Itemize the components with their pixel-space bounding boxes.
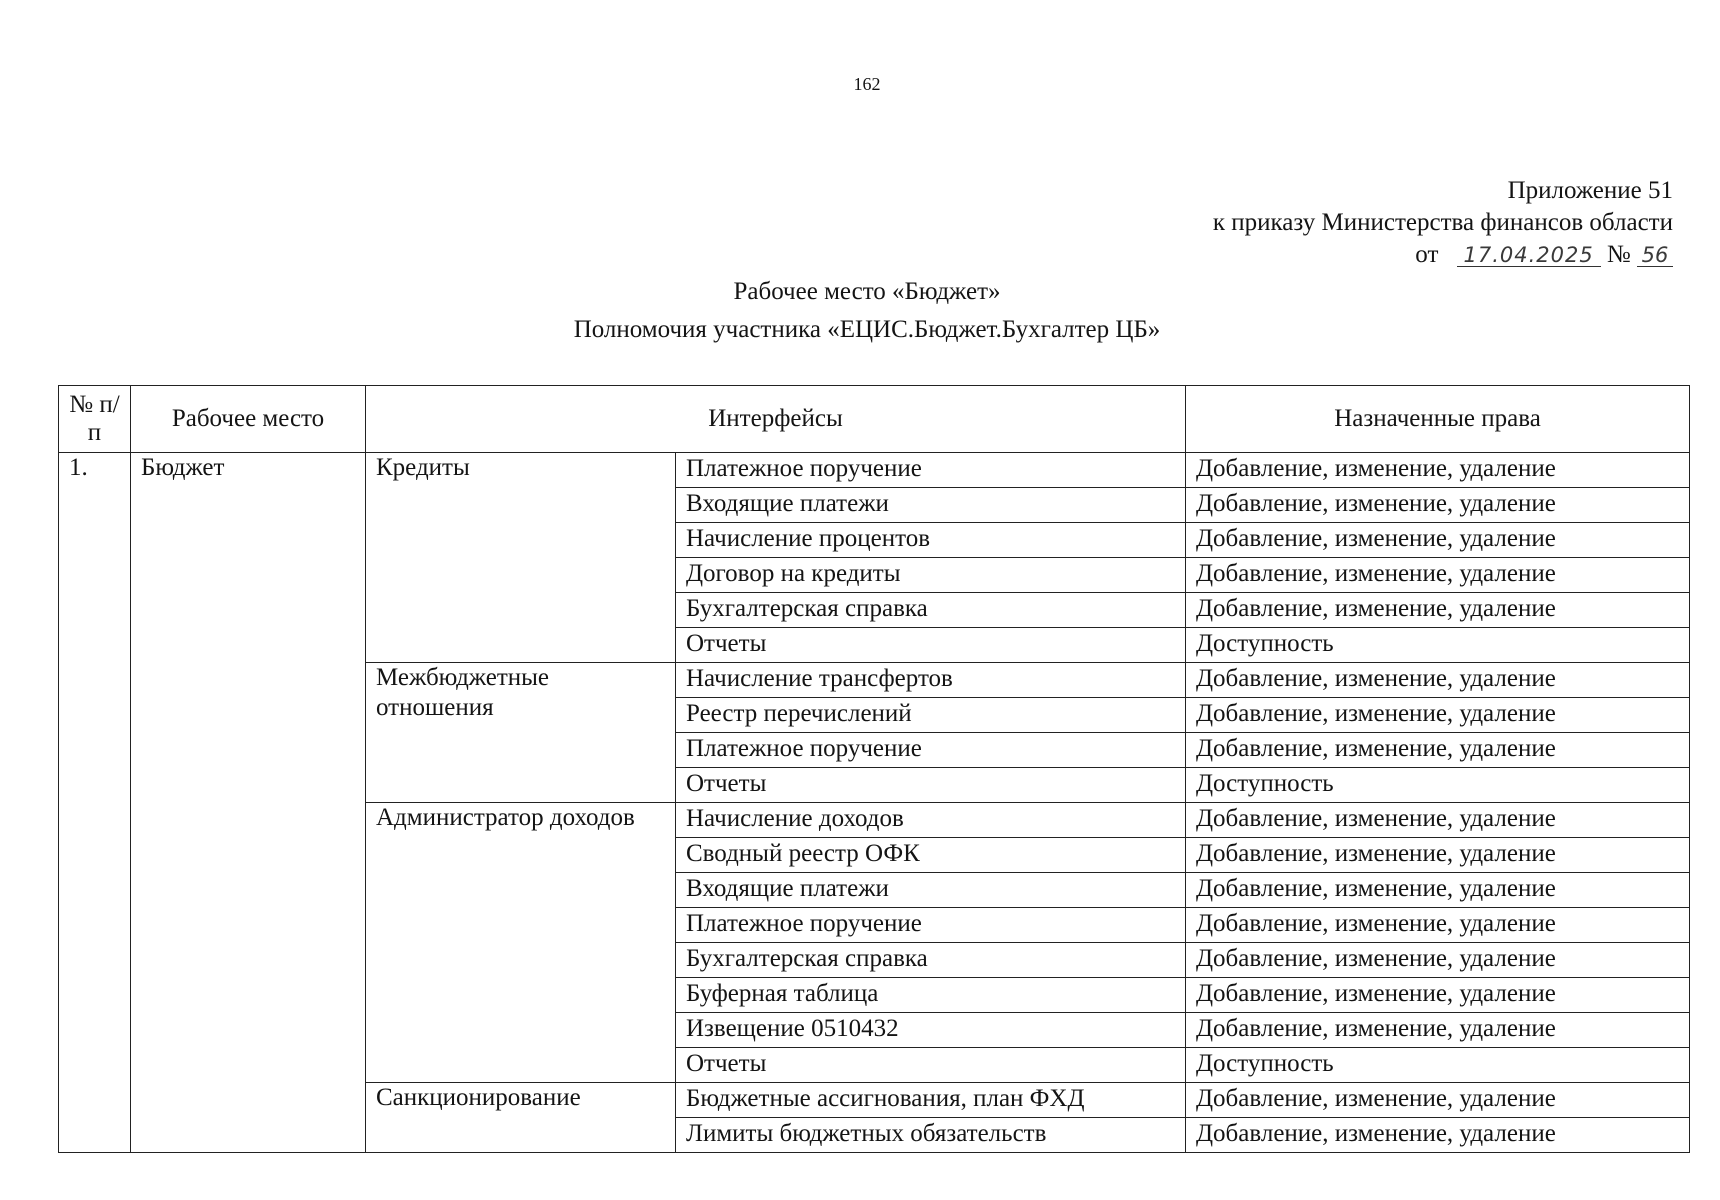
rights-cell: Добавление, изменение, удаление <box>1186 523 1690 558</box>
appendix-date-line <box>1213 239 1673 271</box>
rights-cell: Добавление, изменение, удаление <box>1186 1083 1690 1118</box>
interface-group-cell: Кредиты <box>366 453 676 663</box>
interface-group-cell: Межбюджетные отношения <box>366 663 676 803</box>
interface-cell: Бюджетные ассигнования, план ФХД <box>676 1083 1186 1118</box>
rights-table <box>58 385 1690 1153</box>
interface-cell: Буферная таблица <box>676 978 1186 1013</box>
rights-cell: Добавление, изменение, удаление <box>1186 698 1690 733</box>
interface-cell: Договор на кредиты <box>676 558 1186 593</box>
interface-cell: Платежное поручение <box>676 908 1186 943</box>
rights-cell: Добавление, изменение, удаление <box>1186 873 1690 908</box>
rights-cell: Добавление, изменение, удаление <box>1186 733 1690 768</box>
rights-cell: Добавление, изменение, удаление <box>1186 488 1690 523</box>
rights-cell: Добавление, изменение, удаление <box>1186 838 1690 873</box>
interface-cell: Входящие платежи <box>676 873 1186 908</box>
header-num: № п/п <box>59 386 131 453</box>
interface-cell: Начисление процентов <box>676 523 1186 558</box>
interface-cell: Лимиты бюджетных обязательств <box>676 1118 1186 1153</box>
header-rights: Назначенные права <box>1186 386 1690 453</box>
header-interfaces: Интерфейсы <box>366 386 1186 453</box>
header-workplace: Рабочее место <box>131 386 366 453</box>
row-number: 1. <box>59 453 131 1153</box>
rights-cell: Добавление, изменение, удаление <box>1186 663 1690 698</box>
interface-cell: Бухгалтерская справка <box>676 593 1186 628</box>
interface-cell: Начисление трансфертов <box>676 663 1186 698</box>
interface-cell: Сводный реестр ОФК <box>676 838 1186 873</box>
rights-cell: Добавление, изменение, удаление <box>1186 803 1690 838</box>
rights-cell: Доступность <box>1186 628 1690 663</box>
interface-cell: Входящие платежи <box>676 488 1186 523</box>
document-subtitle: Полномочия участника «ЕЦИС.Бюджет.Бухгалтер ЦБ» <box>573 316 1161 343</box>
interface-cell: Платежное поручение <box>676 733 1186 768</box>
interface-cell: Платежное поручение <box>676 453 1186 488</box>
rights-cell: Добавление, изменение, удаление <box>1186 978 1690 1013</box>
number-sign: № <box>1606 241 1631 268</box>
interface-group-cell: Санкционирование <box>366 1083 676 1153</box>
rights-cell: Доступность <box>1186 1048 1690 1083</box>
handwritten-date: 17.04.2025 <box>1457 244 1601 267</box>
rights-cell: Добавление, изменение, удаление <box>1186 908 1690 943</box>
interface-cell: Реестр перечислений <box>676 698 1186 733</box>
interface-cell: Извещение 0510432 <box>676 1013 1186 1048</box>
table-body <box>59 453 1690 1153</box>
appendix-order-ref: к приказу Министерства финансов области <box>1212 209 1673 236</box>
rights-cell: Добавление, изменение, удаление <box>1186 943 1690 978</box>
interface-cell: Отчеты <box>676 768 1186 803</box>
interface-cell: Начисление доходов <box>676 803 1186 838</box>
table-row <box>59 453 1690 488</box>
rights-cell: Добавление, изменение, удаление <box>1186 558 1690 593</box>
rights-cell: Добавление, изменение, удаление <box>1186 593 1690 628</box>
rights-cell: Добавление, изменение, удаление <box>1186 453 1690 488</box>
page-number: 162 <box>853 74 881 94</box>
appendix-block <box>1213 175 1673 271</box>
document-title: Рабочее место «Бюджет» <box>733 278 1001 305</box>
table-header-row <box>59 386 1690 453</box>
rights-cell: Добавление, изменение, удаление <box>1186 1013 1690 1048</box>
workplace-cell: Бюджет <box>131 453 366 1153</box>
appendix-title: Приложение 51 <box>1507 177 1673 204</box>
interface-cell: Отчеты <box>676 1048 1186 1083</box>
interface-cell: Отчеты <box>676 628 1186 663</box>
rights-cell: Доступность <box>1186 768 1690 803</box>
interface-cell: Бухгалтерская справка <box>676 943 1186 978</box>
rights-cell: Добавление, изменение, удаление <box>1186 1118 1690 1153</box>
handwritten-number: 56 <box>1637 244 1673 267</box>
from-label: от <box>1415 241 1439 268</box>
interface-group-cell: Администратор доходов <box>366 803 676 1083</box>
